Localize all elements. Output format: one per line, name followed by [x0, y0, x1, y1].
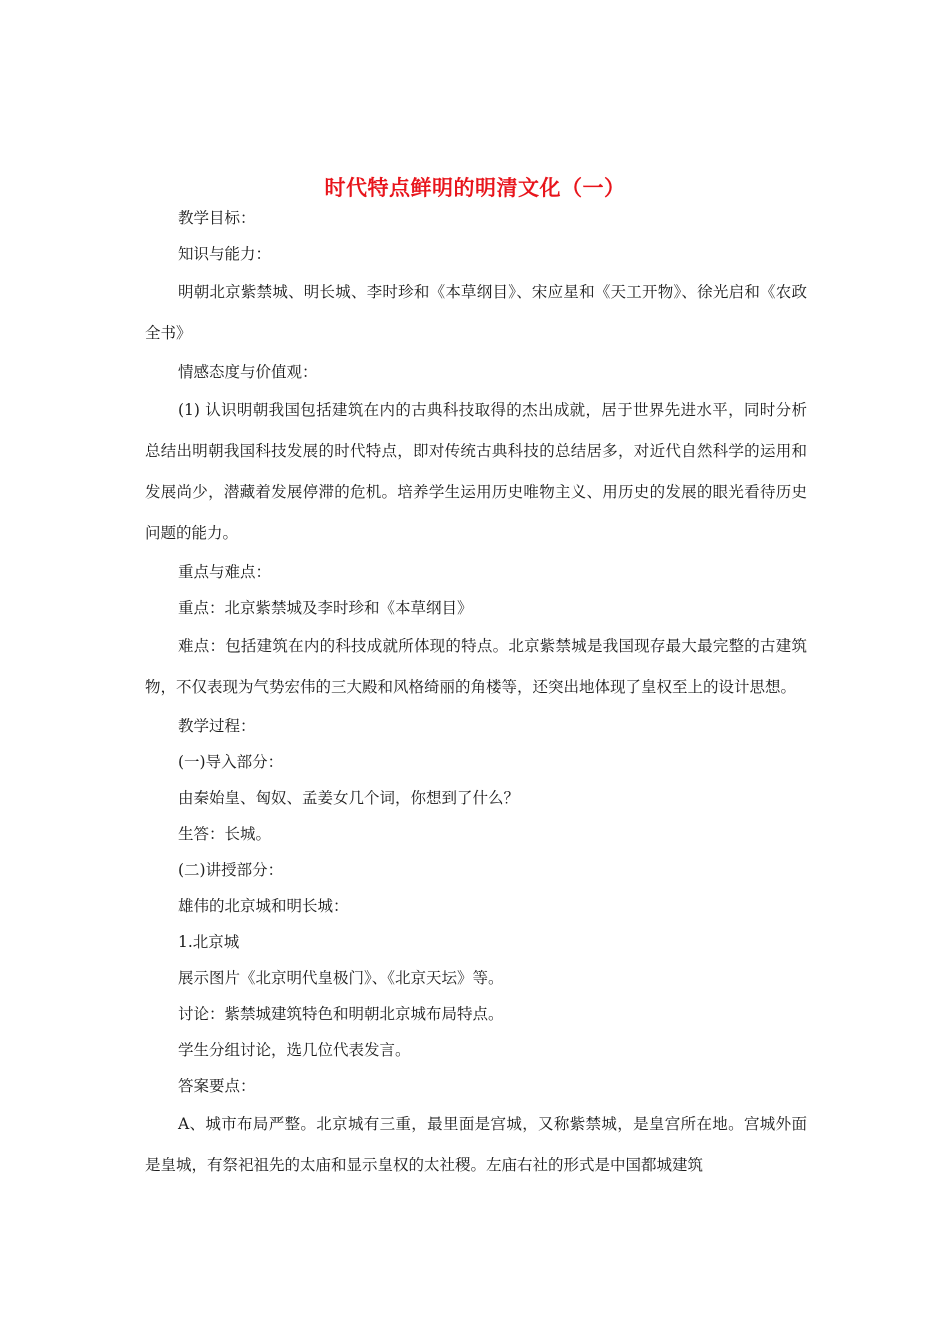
paragraph: 情感态度与价值观：: [178, 363, 318, 381]
paragraph: (1) 认识明朝我国包括建筑在内的古典科技取得的杰出成就，居于世界先进水平，同时分析总结出明朝我国科技发展的时代特点，即对传统古典科技的总结居多，对近代自然科学的运用和发展尚少，潜藏着发展停滞的危机。培养学生运用历史唯物主义、用历史的发展的眼光看待历史问题的能力。: [145, 401, 807, 542]
paragraph: (一)导入部分：: [178, 753, 284, 771]
paragraph: 重点：北京紫禁城及李时珍和《本草纲目》: [178, 599, 473, 617]
paragraph: 明朝北京紫禁城、明长城、李时珍和《本草纲目》、宋应星和《天工开物》、徐光启和《农政全书》: [145, 283, 807, 342]
paragraph: A、城市布局严整。北京城有三重，最里面是宫城，又称紫禁城，是皇宫所在地。宫城外面是皇城，有祭祀祖先的太庙和显示皇权的太社稷。左庙右社的形式是中国都城建筑: [145, 1115, 807, 1174]
paragraph: 学生分组讨论，选几位代表发言。: [178, 1041, 411, 1059]
paragraph: 难点：包括建筑在内的科技成就所体现的特点。北京紫禁城是我国现存最大最完整的古建筑物，不仅表现为气势宏伟的三大殿和风格绮丽的角楼等，还突出地体现了皇权至上的设计思想。: [145, 637, 807, 696]
paragraph: (二)讲授部分：: [178, 861, 284, 879]
paragraph: 讨论：紫禁城建筑特色和明朝北京城布局特点。: [178, 1005, 504, 1023]
paragraph: 知识与能力：: [178, 245, 272, 263]
paragraph: 由秦始皇、匈奴、孟姜女几个词，你想到了什么？: [178, 789, 520, 807]
paragraph: 展示图片《北京明代皇极门》、《北京天坛》等。: [178, 969, 504, 987]
paragraph: 答案要点：: [178, 1077, 256, 1095]
paragraph: 重点与难点：: [178, 563, 272, 581]
paragraph: 教学过程：: [178, 717, 256, 735]
paragraph: 教学目标：: [178, 209, 256, 227]
paragraph: 雄伟的北京城和明长城：: [178, 897, 349, 915]
document-body: [145, 200, 807, 1186]
paragraph: 生答：长城。: [178, 825, 272, 843]
document-title: 时代特点鲜明的明清文化（一）: [324, 176, 626, 200]
paragraph: 1.北京城: [178, 933, 240, 951]
